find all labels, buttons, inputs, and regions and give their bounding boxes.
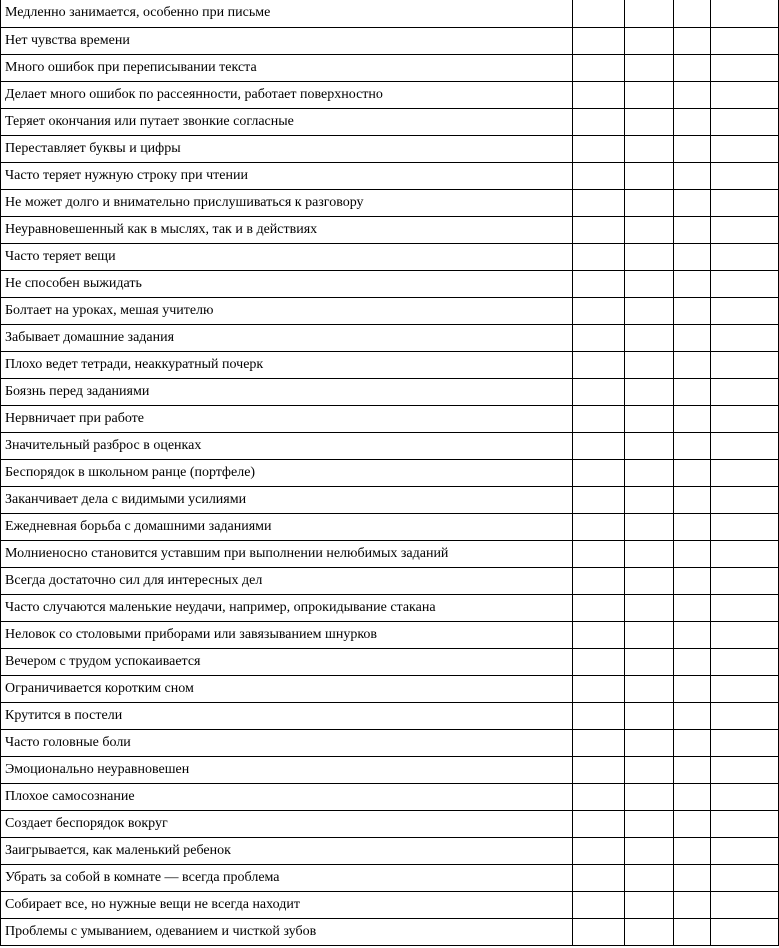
symptom-text: Убрать за собой в комнате — всегда проблема [1,864,573,891]
mark-cell-2[interactable] [625,54,674,81]
mark-cell-3[interactable] [674,162,711,189]
symptom-text: Медленно занимается, особенно при письме [1,0,573,27]
symptom-text: Часто случаются маленькие неудачи, например, опрокидывание стакана [1,594,573,621]
mark-cell-3[interactable] [674,216,711,243]
table-row [1,891,779,918]
mark-cell-2[interactable] [625,0,674,27]
mark-cell-4[interactable] [711,108,779,135]
symptom-text: Боязнь перед заданиями [1,378,573,405]
symptom-text: Плохо ведет тетради, неаккуратный почерк [1,351,573,378]
mark-cell-1[interactable] [573,297,625,324]
mark-cell-2[interactable] [625,702,674,729]
mark-cell-1[interactable] [573,324,625,351]
mark-cell-4[interactable] [711,864,779,891]
mark-cell-3[interactable] [674,648,711,675]
symptom-text: Неуравновешенный как в мыслях, так и в действиях [1,216,573,243]
symptom-text: Не способен выжидать [1,270,573,297]
mark-cell-1[interactable] [573,621,625,648]
mark-cell-2[interactable] [625,594,674,621]
table-row [1,108,779,135]
mark-cell-4[interactable] [711,891,779,918]
mark-cell-4[interactable] [711,783,779,810]
mark-cell-4[interactable] [711,432,779,459]
table-row [1,216,779,243]
mark-cell-3[interactable] [674,297,711,324]
table-row [1,756,779,783]
table-row [1,621,779,648]
mark-cell-1[interactable] [573,837,625,864]
mark-cell-3[interactable] [674,270,711,297]
mark-cell-3[interactable] [674,27,711,54]
table-row [1,675,779,702]
table-row [1,189,779,216]
table-row [1,432,779,459]
mark-cell-3[interactable] [674,459,711,486]
mark-cell-2[interactable] [625,729,674,756]
mark-cell-3[interactable] [674,243,711,270]
mark-cell-1[interactable] [573,891,625,918]
table-row [1,594,779,621]
mark-cell-1[interactable] [573,540,625,567]
table-row [1,27,779,54]
mark-cell-4[interactable] [711,27,779,54]
table-row [1,351,779,378]
table-row [1,729,779,756]
mark-cell-3[interactable] [674,0,711,27]
mark-cell-2[interactable] [625,891,674,918]
table-row [1,135,779,162]
symptom-text: Эмоционально неуравновешен [1,756,573,783]
mark-cell-1[interactable] [573,864,625,891]
symptom-text: Нервничает при работе [1,405,573,432]
symptom-text: Заигрывается, как маленький ребенок [1,837,573,864]
symptom-text: Проблемы с умыванием, одеванием и чисткой зубов [1,918,573,945]
mark-cell-4[interactable] [711,135,779,162]
table-row [1,324,779,351]
symptom-text: Часто головные боли [1,729,573,756]
mark-cell-3[interactable] [674,108,711,135]
mark-cell-3[interactable] [674,432,711,459]
symptom-text: Значительный разброс в оценках [1,432,573,459]
mark-cell-1[interactable] [573,108,625,135]
symptom-text: Не может долго и внимательно прислушиваться к разговору [1,189,573,216]
mark-cell-3[interactable] [674,594,711,621]
symptom-text: Ежедневная борьба с домашними заданиями [1,513,573,540]
table-row [1,702,779,729]
mark-cell-4[interactable] [711,405,779,432]
mark-cell-2[interactable] [625,756,674,783]
mark-cell-4[interactable] [711,0,779,27]
table-row [1,162,779,189]
mark-cell-2[interactable] [625,297,674,324]
mark-cell-2[interactable] [625,405,674,432]
table-row [1,378,779,405]
mark-cell-2[interactable] [625,324,674,351]
mark-cell-4[interactable] [711,189,779,216]
mark-cell-1[interactable] [573,486,625,513]
symptom-text: Молниеносно становится уставшим при выполнении нелюбимых заданий [1,540,573,567]
mark-cell-4[interactable] [711,162,779,189]
symptom-text: Делает много ошибок по рассеянности, работает поверхностно [1,81,573,108]
mark-cell-2[interactable] [625,675,674,702]
mark-cell-3[interactable] [674,81,711,108]
mark-cell-1[interactable] [573,459,625,486]
mark-cell-3[interactable] [674,837,711,864]
mark-cell-2[interactable] [625,513,674,540]
symptom-text: Вечером с трудом успокаивается [1,648,573,675]
mark-cell-3[interactable] [674,891,711,918]
mark-cell-4[interactable] [711,459,779,486]
mark-cell-4[interactable] [711,729,779,756]
mark-cell-3[interactable] [674,405,711,432]
symptom-text: Создает беспорядок вокруг [1,810,573,837]
mark-cell-1[interactable] [573,729,625,756]
mark-cell-4[interactable] [711,594,779,621]
mark-cell-4[interactable] [711,378,779,405]
mark-cell-3[interactable] [674,729,711,756]
mark-cell-3[interactable] [674,621,711,648]
mark-cell-1[interactable] [573,189,625,216]
table-row [1,783,779,810]
table-row [1,648,779,675]
mark-cell-3[interactable] [674,756,711,783]
mark-cell-1[interactable] [573,0,625,27]
questionnaire-rows [1,0,779,945]
mark-cell-3[interactable] [674,675,711,702]
mark-cell-3[interactable] [674,702,711,729]
symptom-text: Неловок со столовыми приборами или завязыванием шнурков [1,621,573,648]
mark-cell-2[interactable] [625,351,674,378]
mark-cell-2[interactable] [625,864,674,891]
mark-cell-2[interactable] [625,27,674,54]
symptom-text: Плохое самосознание [1,783,573,810]
mark-cell-4[interactable] [711,216,779,243]
table-row [1,567,779,594]
mark-cell-1[interactable] [573,378,625,405]
mark-cell-4[interactable] [711,486,779,513]
mark-cell-4[interactable] [711,297,779,324]
mark-cell-1[interactable] [573,567,625,594]
mark-cell-1[interactable] [573,270,625,297]
mark-cell-1[interactable] [573,27,625,54]
mark-cell-4[interactable] [711,54,779,81]
mark-cell-4[interactable] [711,756,779,783]
table-row [1,243,779,270]
table-row [1,864,779,891]
mark-cell-2[interactable] [625,189,674,216]
symptom-text: Нет чувства времени [1,27,573,54]
mark-cell-3[interactable] [674,540,711,567]
mark-cell-4[interactable] [711,702,779,729]
mark-cell-1[interactable] [573,54,625,81]
mark-cell-2[interactable] [625,918,674,945]
mark-cell-4[interactable] [711,81,779,108]
mark-cell-2[interactable] [625,243,674,270]
symptom-text: Забывает домашние задания [1,324,573,351]
table-row [1,297,779,324]
mark-cell-2[interactable] [625,567,674,594]
table-row [1,270,779,297]
mark-cell-1[interactable] [573,756,625,783]
mark-cell-3[interactable] [674,810,711,837]
mark-cell-2[interactable] [625,810,674,837]
mark-cell-1[interactable] [573,243,625,270]
table-row [1,486,779,513]
mark-cell-2[interactable] [625,648,674,675]
mark-cell-1[interactable] [573,783,625,810]
mark-cell-4[interactable] [711,351,779,378]
mark-cell-2[interactable] [625,837,674,864]
symptom-text: Беспорядок в школьном ранце (портфеле) [1,459,573,486]
symptom-text: Всегда достаточно сил для интересных дел [1,567,573,594]
table-row [1,405,779,432]
symptom-text: Собирает все, но нужные вещи не всегда находит [1,891,573,918]
mark-cell-3[interactable] [674,513,711,540]
mark-cell-2[interactable] [625,540,674,567]
mark-cell-1[interactable] [573,810,625,837]
mark-cell-1[interactable] [573,135,625,162]
mark-cell-1[interactable] [573,81,625,108]
mark-cell-4[interactable] [711,270,779,297]
mark-cell-3[interactable] [674,783,711,810]
mark-cell-4[interactable] [711,567,779,594]
mark-cell-3[interactable] [674,351,711,378]
mark-cell-3[interactable] [674,324,711,351]
table-row [1,54,779,81]
symptom-text: Переставляет буквы и цифры [1,135,573,162]
table-row [1,837,779,864]
symptom-text: Ограничивается коротким сном [1,675,573,702]
symptom-text: Крутится в постели [1,702,573,729]
mark-cell-4[interactable] [711,513,779,540]
mark-cell-1[interactable] [573,594,625,621]
mark-cell-4[interactable] [711,675,779,702]
mark-cell-4[interactable] [711,837,779,864]
mark-cell-2[interactable] [625,81,674,108]
table-row [1,918,779,945]
mark-cell-1[interactable] [573,405,625,432]
mark-cell-4[interactable] [711,810,779,837]
mark-cell-2[interactable] [625,135,674,162]
mark-cell-1[interactable] [573,675,625,702]
symptom-text: Теряет окончания или путает звонкие согласные [1,108,573,135]
symptom-text: Болтает на уроках, мешая учителю [1,297,573,324]
mark-cell-3[interactable] [674,918,711,945]
mark-cell-2[interactable] [625,432,674,459]
table-row [1,810,779,837]
mark-cell-1[interactable] [573,432,625,459]
mark-cell-1[interactable] [573,216,625,243]
mark-cell-2[interactable] [625,486,674,513]
mark-cell-4[interactable] [711,540,779,567]
table-row [1,513,779,540]
mark-cell-1[interactable] [573,702,625,729]
symptom-text: Часто теряет вещи [1,243,573,270]
mark-cell-4[interactable] [711,648,779,675]
mark-cell-2[interactable] [625,621,674,648]
mark-cell-4[interactable] [711,621,779,648]
table-row [1,540,779,567]
mark-cell-2[interactable] [625,378,674,405]
mark-cell-3[interactable] [674,54,711,81]
mark-cell-1[interactable] [573,162,625,189]
symptom-text: Заканчивает дела с видимыми усилиями [1,486,573,513]
mark-cell-1[interactable] [573,648,625,675]
mark-cell-2[interactable] [625,108,674,135]
symptom-text: Много ошибок при переписывании текста [1,54,573,81]
symptom-text: Часто теряет нужную строку при чтении [1,162,573,189]
mark-cell-4[interactable] [711,918,779,945]
mark-cell-3[interactable] [674,189,711,216]
mark-cell-1[interactable] [573,351,625,378]
table-row [1,459,779,486]
table-row [1,0,779,27]
mark-cell-3[interactable] [674,567,711,594]
mark-cell-2[interactable] [625,783,674,810]
mark-cell-4[interactable] [711,324,779,351]
mark-cell-2[interactable] [625,459,674,486]
mark-cell-2[interactable] [625,270,674,297]
mark-cell-1[interactable] [573,513,625,540]
mark-cell-3[interactable] [674,378,711,405]
table-row [1,81,779,108]
mark-cell-3[interactable] [674,486,711,513]
mark-cell-4[interactable] [711,243,779,270]
mark-cell-2[interactable] [625,216,674,243]
mark-cell-3[interactable] [674,135,711,162]
mark-cell-2[interactable] [625,162,674,189]
mark-cell-1[interactable] [573,918,625,945]
mark-cell-3[interactable] [674,864,711,891]
